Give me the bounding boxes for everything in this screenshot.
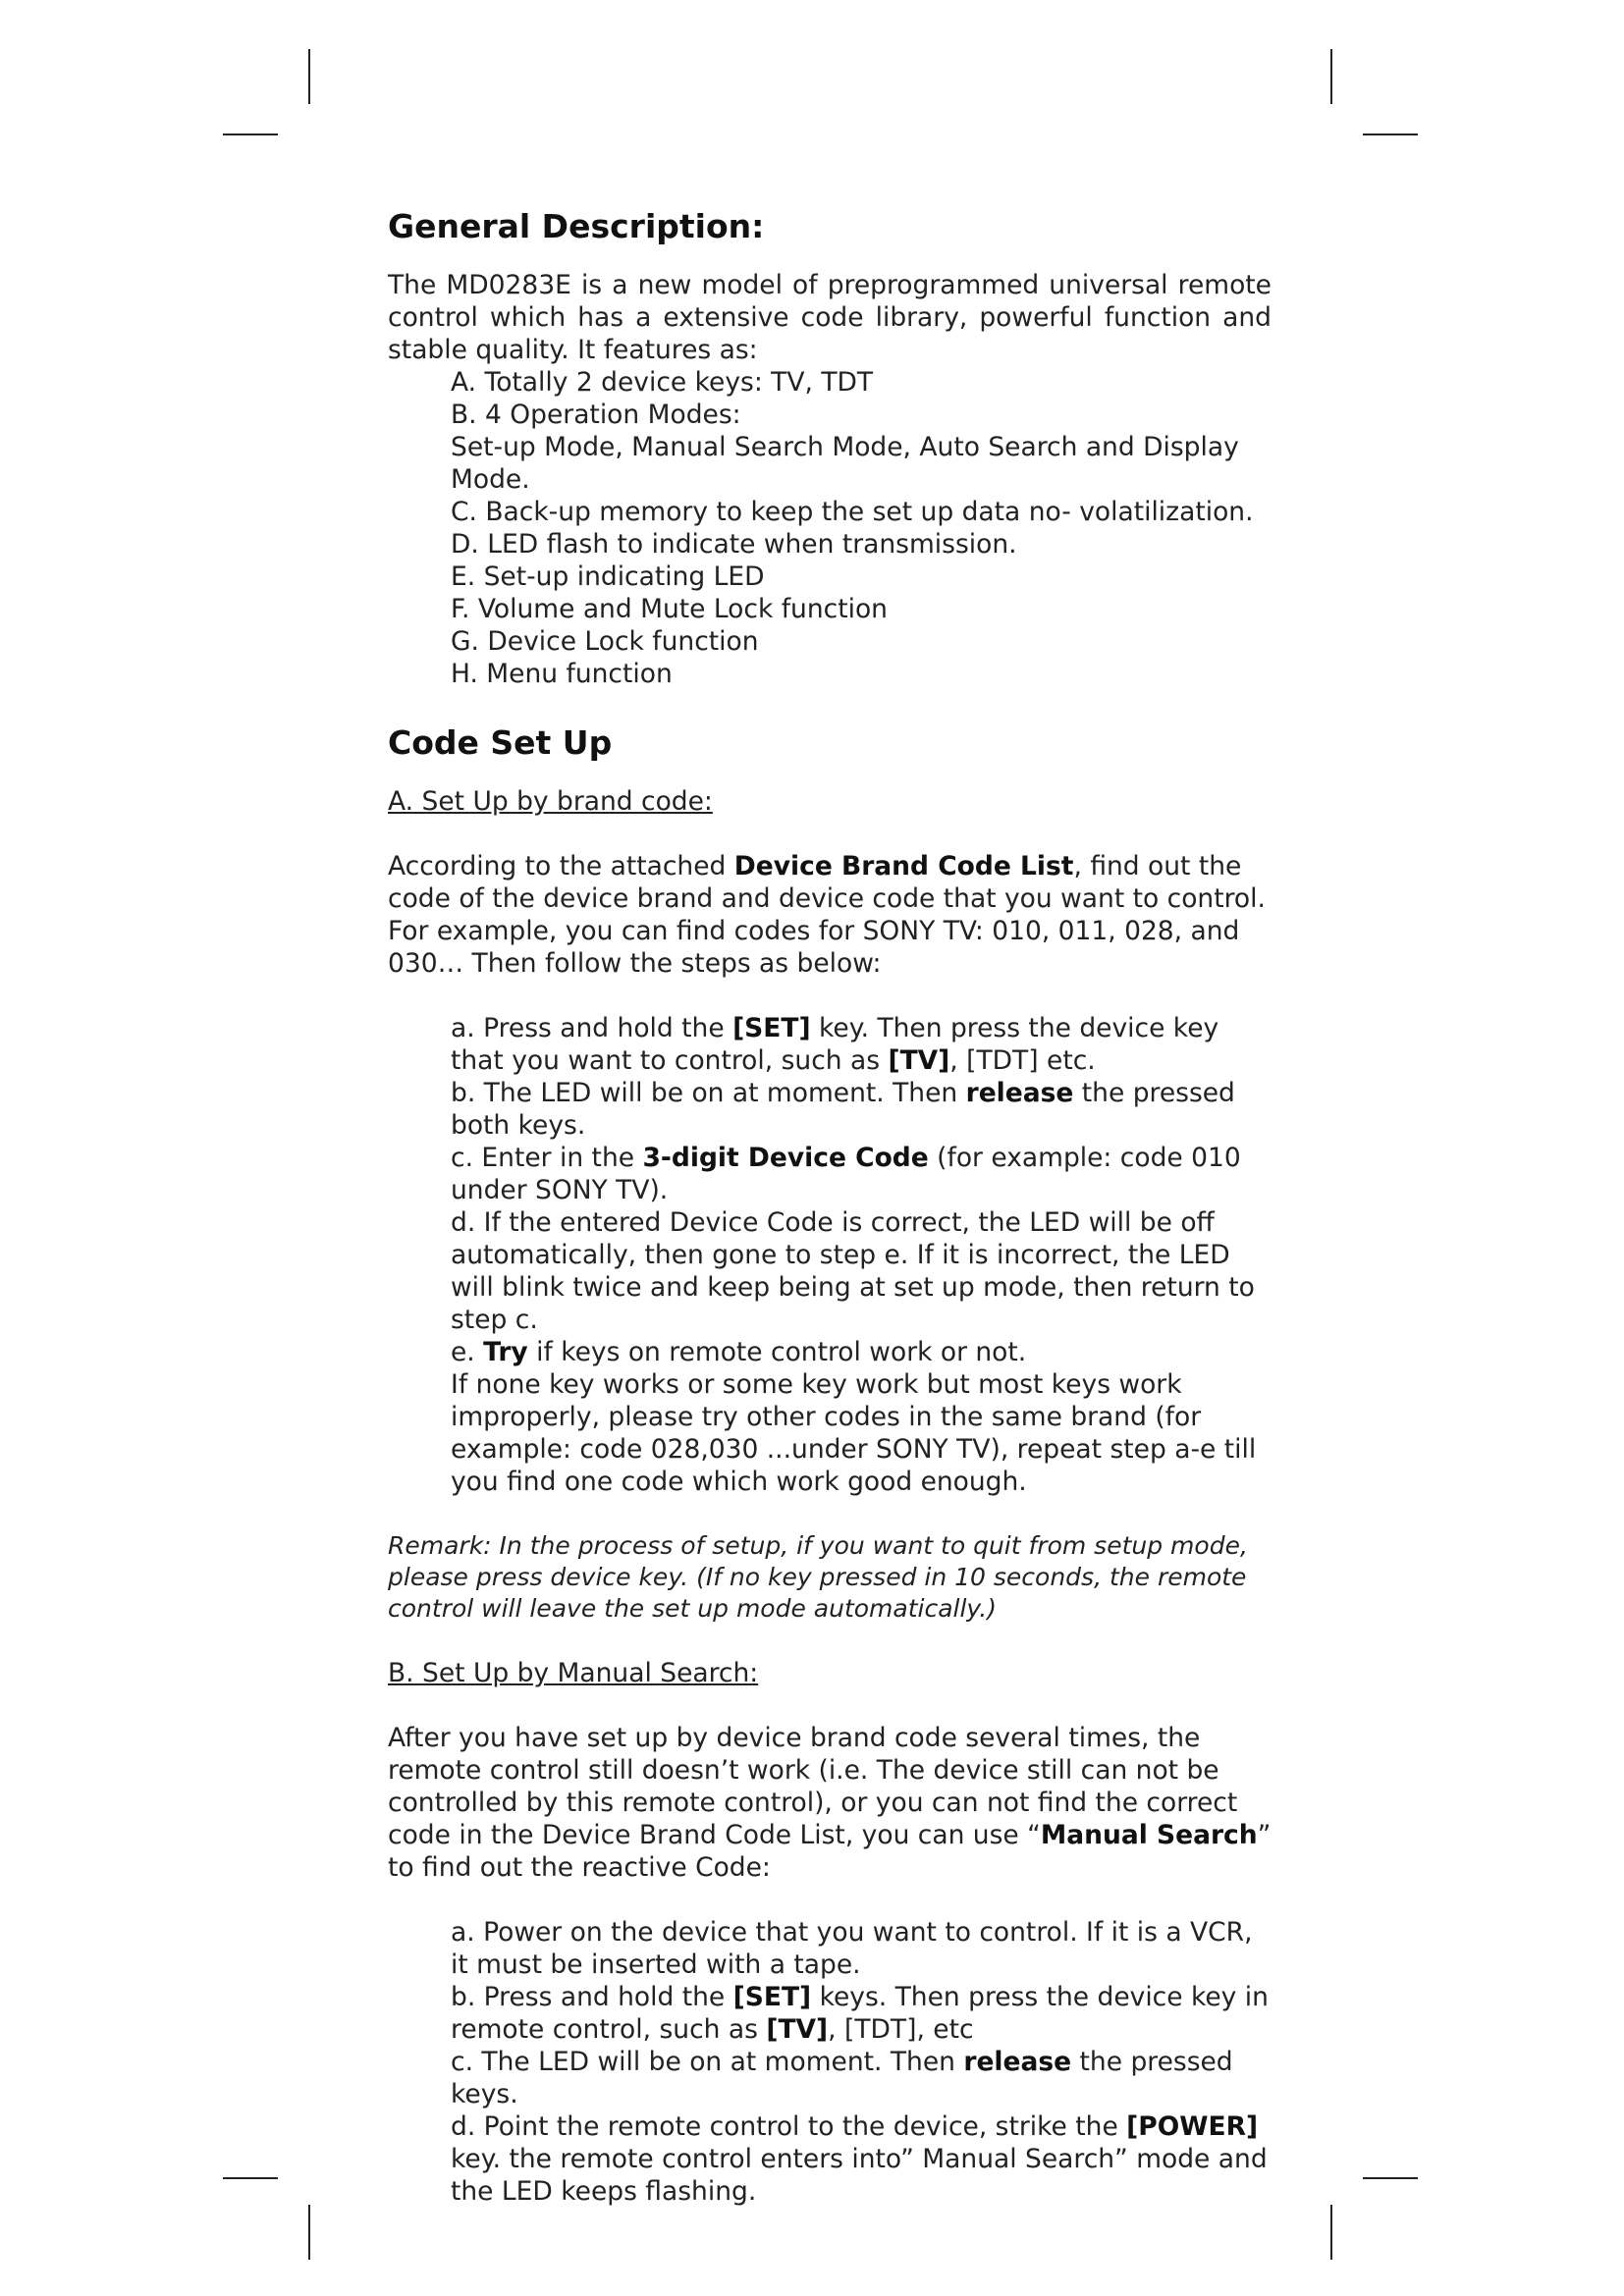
crop-mark-top-left-vertical	[308, 49, 310, 104]
feature-item: H. Menu function	[451, 659, 673, 689]
remark: Remark: In the process of setup, if you want to quit from setup mode, please press device key. (If no key pressed in 10 seconds, the remote control will leave the set up mode automatically.)	[388, 1531, 1248, 1623]
step-retry: If none key works or some key work but most keys work improperly, please try other codes in the same brand (for example: code 028,030 ...under SONY TV), repeat step a-e till you find one code which work good enough.	[451, 1369, 1257, 1497]
step-a: a. Power on the device that you want to control. If it is a VCR, it must be inserted with a tape.	[451, 1917, 1253, 1980]
step-b: b. The LED will be on at moment. Then release the pressed both keys.	[451, 1078, 1235, 1141]
crop-mark-top-right-vertical	[1330, 49, 1332, 104]
feature-item: F. Volume and Mute Lock function	[451, 594, 888, 624]
crop-mark-bottom-right-horizontal	[1363, 2177, 1418, 2179]
subsection-a-steps	[388, 1012, 1272, 1498]
feature-item: Set-up Mode, Manual Search Mode, Auto Search and Display Mode.	[451, 432, 1239, 495]
step-d: d. If the entered Device Code is correct, the LED will be off automatically, then gone to step e. If it is incorrect, the LED will blink twice and keep being at set up mode, then return to step c.	[451, 1207, 1255, 1335]
step-e: e. Try if keys on remote control work or not.	[451, 1337, 1027, 1367]
subsection-b-steps	[388, 1916, 1272, 2208]
feature-item: C. Back-up memory to keep the set up data no- volatilization.	[451, 497, 1254, 527]
subsection-b-intro: After you have set up by device brand code several times, the remote control still doesn’t work (i.e. The device still can not be controlled by this remote control), or you can not find the correct code in the Device Brand Code List, you can use “Manual Search” to find out the reactive Code:	[388, 1723, 1272, 1883]
feature-item: G. Device Lock function	[451, 626, 759, 657]
step-d: d. Point the remote control to the device, strike the [POWER] key. the remote control enters into” Manual Search” mode and the LED keeps flashing.	[451, 2111, 1268, 2207]
general-description-title: General Description:	[388, 207, 765, 245]
step-b: b. Press and hold the [SET] keys. Then press the device key in remote control, such as [TV], [TDT], etc	[451, 1982, 1269, 2045]
general-description-intro: The MD0283E is a new model of preprogrammed universal remote control which has a extensive code library, powerful function and stable quality. It features as:	[388, 270, 1272, 365]
manual-page	[388, 206, 1272, 2208]
feature-item: E. Set-up indicating LED	[451, 561, 765, 592]
crop-mark-bottom-left-vertical	[308, 2205, 310, 2260]
crop-mark-bottom-left-horizontal	[223, 2177, 278, 2179]
feature-item: D. LED flash to indicate when transmission.	[451, 529, 1017, 560]
feature-item: A. Totally 2 device keys: TV, TDT	[451, 367, 874, 398]
step-c: c. The LED will be on at moment. Then release the pressed keys.	[451, 2047, 1233, 2109]
subsection-a-intro: According to the attached Device Brand Code List, find out the code of the device brand and device code that you want to control. For example, you can find codes for SONY TV: 010, 011, 028, and 030… Then follow the steps as below:	[388, 851, 1266, 979]
step-c: c. Enter in the 3-digit Device Code (for example: code 010 under SONY TV).	[451, 1143, 1241, 1205]
step-a: a. Press and hold the [SET] key. Then press the device key that you want to control, such as [TV], [TDT] etc.	[451, 1013, 1219, 1076]
crop-mark-top-left-horizontal	[223, 133, 278, 135]
crop-mark-top-right-horizontal	[1363, 133, 1418, 135]
code-setup-title: Code Set Up	[388, 723, 613, 762]
crop-mark-bottom-right-vertical	[1330, 2205, 1332, 2260]
feature-list	[388, 366, 1272, 690]
subsection-a-heading: A. Set Up by brand code:	[388, 786, 713, 817]
subsection-b-heading: B. Set Up by Manual Search:	[388, 1658, 759, 1688]
feature-item: B. 4 Operation Modes:	[451, 400, 741, 430]
